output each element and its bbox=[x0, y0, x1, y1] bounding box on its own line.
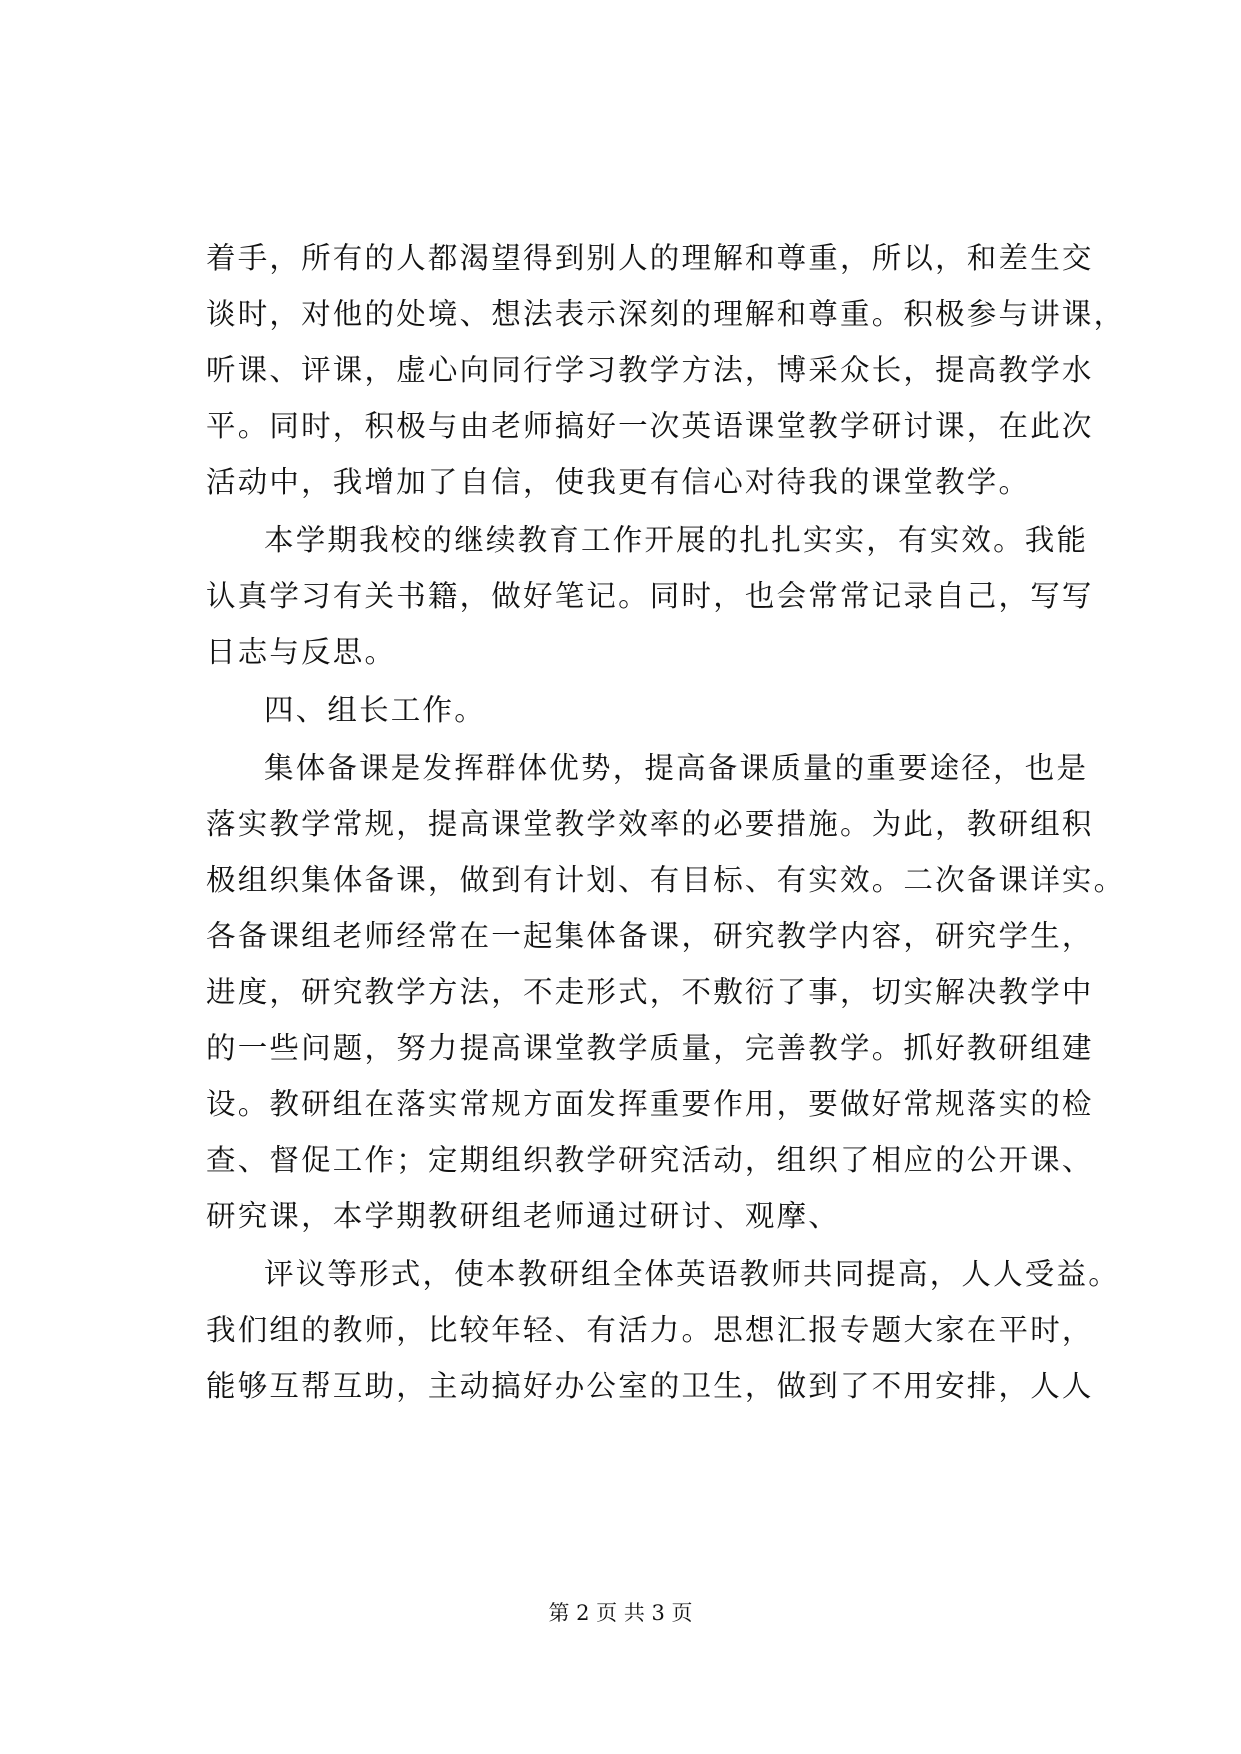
text-line: 日志与反思。 bbox=[206, 635, 397, 669]
text-line: 谈时，对他的处境、想法表示深刻的理解和尊重。积极参与讲课， bbox=[206, 297, 1126, 331]
paragraph-first-line: 本学期我校的继续教育工作开展的扎扎实实，有实效。我能 bbox=[264, 523, 1089, 557]
page-number-footer: 第 2 页 共 3 页 bbox=[548, 1601, 693, 1625]
paragraph-first-line: 集体备课是发挥群体优势，提高备课质量的重要途径，也是 bbox=[264, 751, 1089, 785]
section-heading: 四、组长工作。 bbox=[264, 693, 486, 727]
text-line: 设。教研组在落实常规方面发挥重要作用，要做好常规落实的检 bbox=[206, 1087, 1094, 1121]
text-line: 我们组的教师，比较年轻、有活力。思想汇报专题大家在平时， bbox=[206, 1313, 1094, 1347]
text-line: 极组织集体备课，做到有计划、有目标、有实效。二次备课详实。 bbox=[206, 863, 1126, 897]
text-line: 听课、评课，虚心向同行学习教学方法，博采众长，提高教学水 bbox=[206, 353, 1094, 387]
text-line: 各备课组老师经常在一起集体备课，研究教学内容，研究学生， bbox=[206, 919, 1094, 953]
text-line: 着手，所有的人都渴望得到别人的理解和尊重，所以，和差生交 bbox=[206, 241, 1094, 275]
text-line: 能够互帮互助，主动搞好办公室的卫生，做到了不用安排，人人 bbox=[206, 1369, 1094, 1403]
text-line: 活动中，我增加了自信，使我更有信心对待我的课堂教学。 bbox=[206, 465, 1031, 499]
text-line: 落实教学常规，提高课堂教学效率的必要措施。为此，教研组积 bbox=[206, 807, 1094, 841]
paragraph-first-line: 评议等形式，使本教研组全体英语教师共同提高，人人受益。 bbox=[264, 1257, 1120, 1291]
text-line: 的一些问题，努力提高课堂教学质量，完善教学。抓好教研组建 bbox=[206, 1031, 1094, 1065]
text-line: 认真学习有关书籍，做好笔记。同时，也会常常记录自己，写写 bbox=[206, 579, 1094, 613]
text-line: 进度，研究教学方法，不走形式，不敷衍了事，切实解决教学中 bbox=[206, 975, 1094, 1009]
text-line: 平。同时，积极与由老师搞好一次英语课堂教学研讨课，在此次 bbox=[206, 409, 1094, 443]
text-line: 查、督促工作；定期组织教学研究活动，组织了相应的公开课、 bbox=[206, 1143, 1094, 1177]
text-line: 研究课，本学期教研组老师通过研讨、观摩、 bbox=[206, 1199, 841, 1233]
